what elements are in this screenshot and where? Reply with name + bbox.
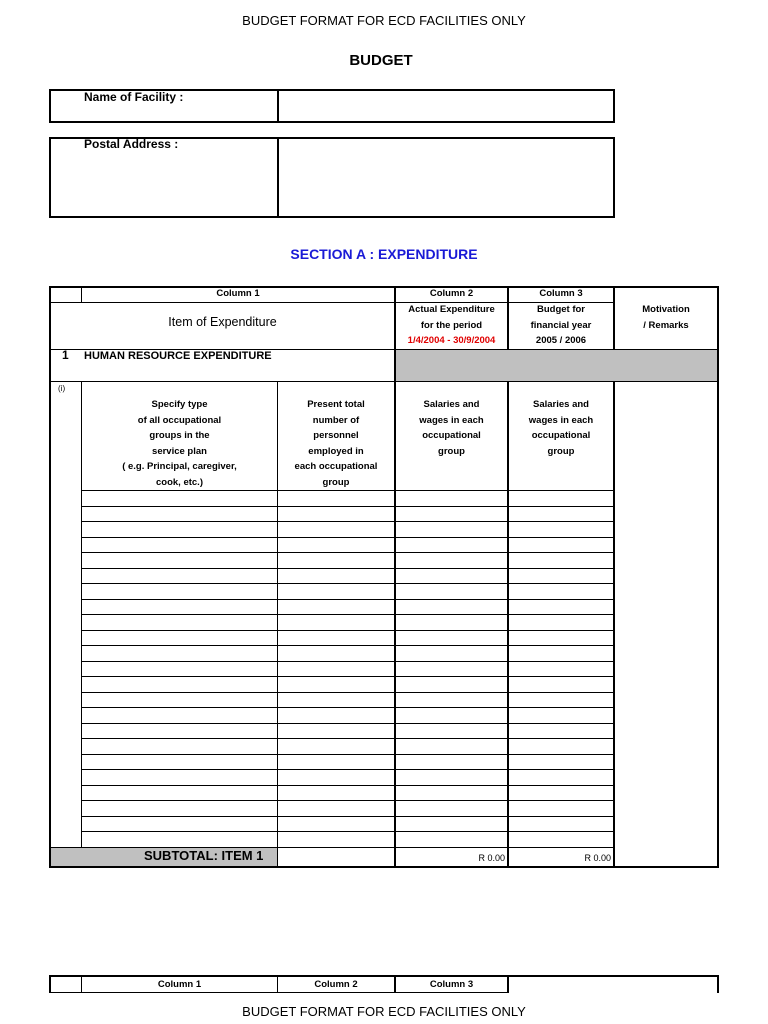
budget-salaries-line3: occupational	[531, 430, 591, 441]
actual-salaries-line1: Salaries and	[423, 399, 480, 410]
actual-expenditure-line2: for the period	[420, 319, 483, 331]
entry-cell[interactable]	[278, 677, 394, 692]
entry-cell[interactable]	[82, 801, 277, 816]
entry-cell[interactable]	[509, 662, 613, 676]
entry-cell[interactable]	[396, 770, 507, 785]
entry-cell[interactable]	[396, 724, 507, 738]
next-column-3-label: Column 3	[429, 979, 474, 990]
entry-cell[interactable]	[82, 646, 277, 661]
entry-cell[interactable]	[82, 584, 277, 599]
entry-cell[interactable]	[82, 693, 277, 707]
specify-type-header	[82, 397, 277, 490]
entry-cell[interactable]	[509, 646, 613, 661]
personnel-count-line6: group	[322, 476, 350, 488]
entry-cell[interactable]	[396, 801, 507, 816]
entry-cell[interactable]	[278, 708, 394, 723]
entry-cell[interactable]	[509, 569, 613, 583]
entry-cell[interactable]	[82, 755, 277, 769]
entry-cell[interactable]	[82, 522, 277, 537]
specify-type-line2: of all occupational	[137, 414, 222, 426]
entry-cell[interactable]	[278, 584, 394, 599]
entry-cell[interactable]	[396, 538, 507, 552]
entry-cell[interactable]	[396, 507, 507, 521]
entry-cell[interactable]	[396, 615, 507, 630]
personnel-count-line5: each occupational	[294, 461, 378, 472]
entry-cell[interactable]	[396, 631, 507, 645]
actual-expenditure-period: 1/4/2004 - 30/9/2004	[407, 335, 496, 346]
specify-type-line1: Specify type	[151, 399, 208, 410]
budget-year-header	[509, 302, 613, 349]
entry-cell[interactable]	[509, 538, 613, 552]
entry-cell[interactable]	[82, 538, 277, 552]
entry-cell[interactable]	[278, 522, 394, 537]
entry-cell[interactable]	[278, 631, 394, 645]
entry-cell[interactable]	[509, 817, 613, 831]
entry-cell[interactable]	[396, 662, 507, 676]
entry-cell[interactable]	[509, 693, 613, 707]
entry-cell[interactable]	[82, 569, 277, 583]
personnel-count-line2: number of	[312, 414, 360, 426]
actual-salaries-line4: group	[438, 445, 465, 457]
budget-year-line3: 2005 / 2006	[535, 335, 587, 346]
entry-cell[interactable]	[82, 662, 277, 676]
entry-cell[interactable]	[396, 677, 507, 692]
personnel-count-line3: personnel	[313, 430, 359, 441]
entry-cell[interactable]	[278, 832, 394, 847]
subtotal-budget-value: R 0.00	[584, 853, 611, 863]
entry-cell[interactable]	[509, 677, 613, 692]
facility-name-label: Name of Facility :	[84, 90, 184, 104]
entry-cell[interactable]	[278, 817, 394, 831]
entry-cell[interactable]	[396, 832, 507, 847]
entry-cell[interactable]	[509, 600, 613, 614]
budget-title: BUDGET	[349, 52, 413, 69]
personnel-count-line4: employed in	[308, 445, 364, 457]
budget-salaries-line1: Salaries and	[533, 399, 589, 410]
entry-cell[interactable]	[396, 584, 507, 599]
entry-cell[interactable]	[509, 584, 613, 599]
entry-cell[interactable]	[82, 832, 277, 847]
next-page-header-title: BUDGET FORMAT FOR ECD FACILITIES ONLY	[242, 1004, 526, 1019]
entry-cell[interactable]	[509, 786, 613, 800]
document-header-title: BUDGET FORMAT FOR ECD FACILITIES ONLY	[242, 13, 526, 28]
actual-expenditure-header	[396, 302, 507, 349]
next-column-1-label: Column 1	[157, 979, 202, 990]
actual-expenditure-line1: Actual Expenditure	[408, 304, 495, 315]
entry-cell[interactable]	[278, 770, 394, 785]
entry-cell[interactable]	[278, 615, 394, 630]
item-of-expenditure-header: Item of Expenditure	[168, 315, 277, 329]
entry-cell[interactable]	[278, 553, 394, 568]
item1-shaded-area	[396, 350, 717, 381]
entry-cell[interactable]	[396, 553, 507, 568]
entry-cell[interactable]	[278, 600, 394, 614]
entry-cell[interactable]	[278, 569, 394, 583]
actual-salaries-line2: wages in each	[419, 414, 484, 426]
entry-cell[interactable]	[509, 615, 613, 630]
budget-salaries-line2: wages in each	[528, 414, 594, 426]
entry-cell[interactable]	[509, 631, 613, 645]
entry-cell[interactable]	[82, 724, 277, 738]
entry-cell[interactable]	[509, 724, 613, 738]
entry-cell[interactable]	[278, 538, 394, 552]
entry-cell[interactable]	[278, 693, 394, 707]
postal-address-label: Postal Address :	[84, 137, 179, 151]
entry-cell[interactable]	[82, 600, 277, 614]
actual-salaries-line3: occupational	[422, 430, 481, 441]
facility-name-field[interactable]	[280, 91, 612, 121]
entry-cell[interactable]	[278, 491, 394, 506]
entry-cell[interactable]	[509, 739, 613, 754]
entry-cell[interactable]	[278, 646, 394, 661]
entry-cell[interactable]	[82, 507, 277, 521]
specify-type-line6: cook, etc.)	[156, 476, 203, 488]
entry-cell[interactable]	[396, 755, 507, 769]
entry-cell[interactable]	[396, 739, 507, 754]
subtotal-label: SUBTOTAL: ITEM 1	[144, 848, 264, 863]
motivation-header	[615, 302, 717, 333]
entry-cell[interactable]	[278, 739, 394, 754]
entry-cell[interactable]	[396, 569, 507, 583]
entry-cell[interactable]	[278, 662, 394, 676]
motivation-line2: / Remarks	[643, 319, 689, 331]
entry-cell[interactable]	[396, 600, 507, 614]
subtotal-actual-value: R 0.00	[478, 853, 505, 863]
motivation-line1: Motivation	[642, 304, 690, 315]
entry-cell[interactable]	[509, 801, 613, 816]
entry-cell[interactable]	[82, 631, 277, 645]
section-a-title: SECTION A : EXPENDITURE	[290, 246, 478, 262]
entry-cell[interactable]	[278, 724, 394, 738]
entry-cell[interactable]	[278, 507, 394, 521]
entry-cell[interactable]	[82, 708, 277, 723]
entry-cell[interactable]	[509, 507, 613, 521]
item1-number: 1	[62, 348, 69, 362]
entry-cell[interactable]	[82, 786, 277, 800]
entry-cell[interactable]	[509, 770, 613, 785]
entry-cell[interactable]	[278, 801, 394, 816]
entry-cell[interactable]	[509, 708, 613, 723]
entry-cell[interactable]	[396, 693, 507, 707]
entry-cell[interactable]	[278, 786, 394, 800]
entry-cell[interactable]	[278, 755, 394, 769]
item1-label: HUMAN RESOURCE EXPENDITURE	[84, 350, 272, 362]
entry-cell[interactable]	[82, 739, 277, 754]
next-column-2-label: Column 2	[314, 979, 358, 990]
entry-cell[interactable]	[509, 832, 613, 847]
entry-cell[interactable]	[82, 817, 277, 831]
budget-salaries-header	[509, 397, 613, 459]
entry-cell[interactable]	[82, 553, 277, 568]
budget-salaries-line4: group	[547, 445, 575, 457]
column-3-label: Column 3	[539, 288, 583, 299]
entry-cell[interactable]	[509, 755, 613, 769]
personnel-count-line1: Present total	[307, 399, 365, 410]
entry-cell[interactable]	[82, 677, 277, 692]
postal-address-field[interactable]	[280, 139, 612, 216]
entry-cell[interactable]	[82, 770, 277, 785]
entry-cell[interactable]	[396, 491, 507, 506]
budget-year-line2: financial year	[530, 319, 592, 331]
entry-cell[interactable]	[509, 553, 613, 568]
entry-cell[interactable]	[509, 522, 613, 537]
specify-type-line5: ( e.g. Principal, caregiver,	[122, 461, 237, 472]
personnel-count-header	[278, 397, 394, 490]
sub-item-i-label: (i)	[58, 384, 66, 393]
actual-salaries-header	[396, 397, 507, 459]
budget-year-line1: Budget for	[536, 304, 586, 315]
entry-cell[interactable]	[396, 522, 507, 537]
entry-cell[interactable]	[509, 491, 613, 506]
entry-cell[interactable]	[82, 491, 277, 506]
column-1-label: Column 1	[216, 288, 260, 299]
specify-type-line4: service plan	[152, 445, 207, 457]
entry-cell[interactable]	[396, 646, 507, 661]
specify-type-line3: groups in the	[149, 430, 210, 441]
entry-cell[interactable]	[82, 615, 277, 630]
entry-cell[interactable]	[396, 817, 507, 831]
entry-cell[interactable]	[396, 708, 507, 723]
entry-cell[interactable]	[396, 786, 507, 800]
column-2-label: Column 2	[429, 288, 474, 299]
